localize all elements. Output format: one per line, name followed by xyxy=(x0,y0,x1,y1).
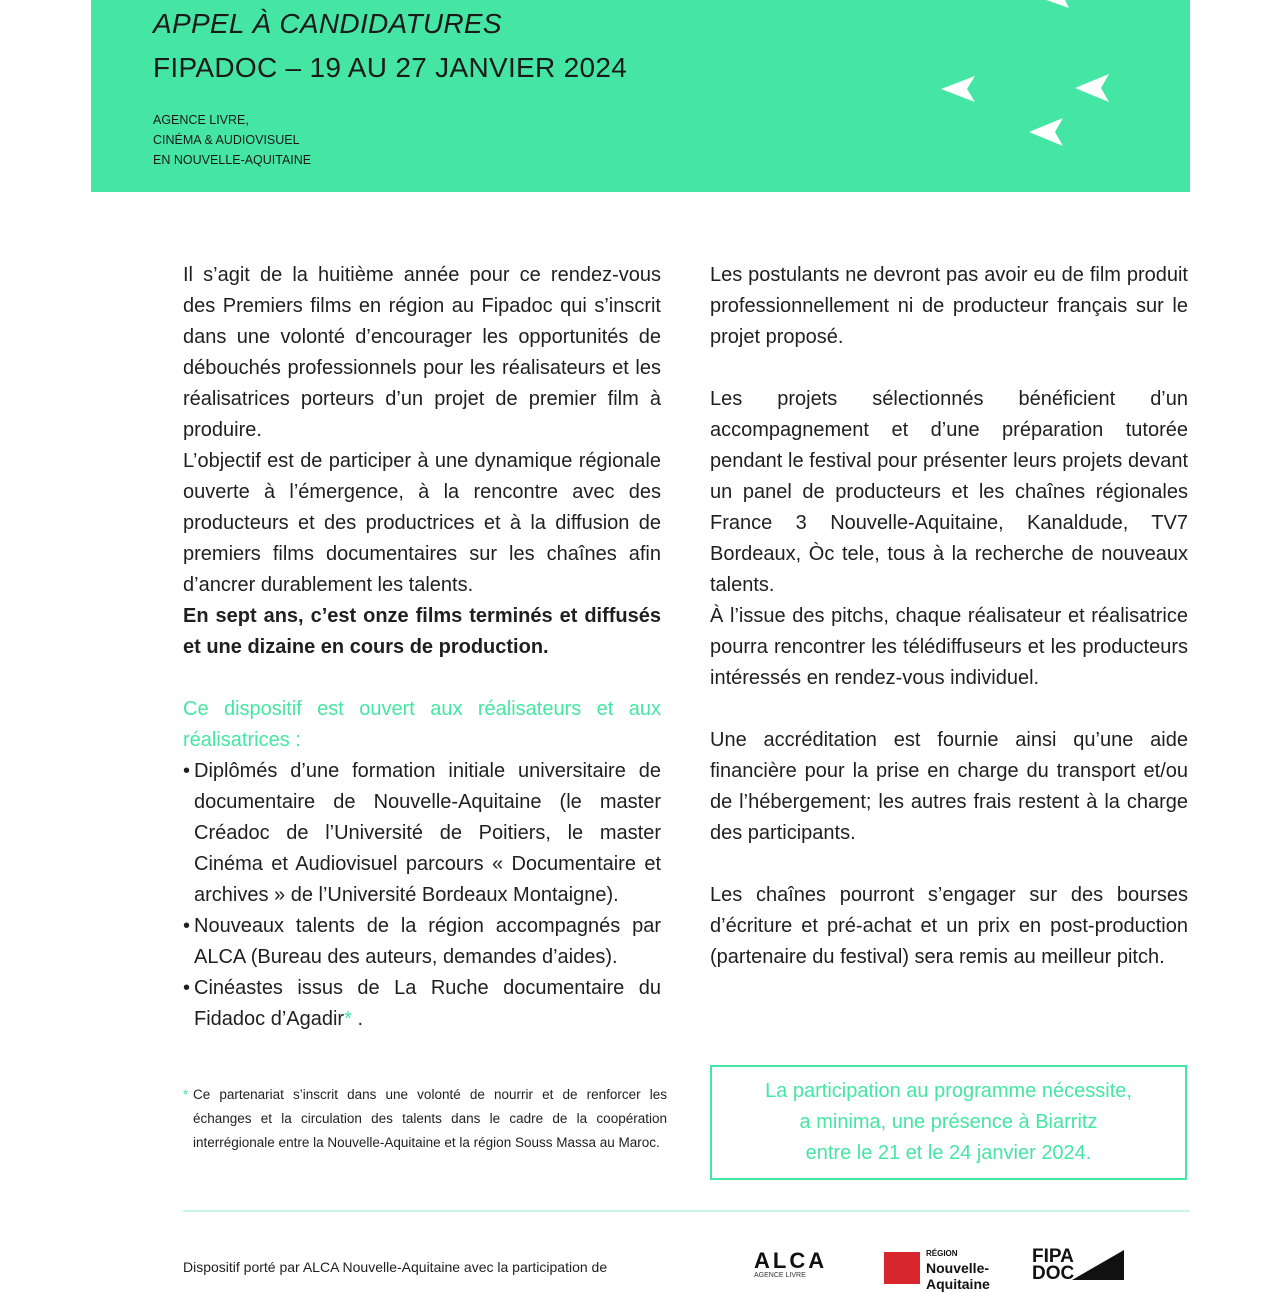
region-logo-text xyxy=(926,1248,990,1292)
banner-title: APPEL À CANDIDATURES xyxy=(153,8,502,39)
right-column xyxy=(710,260,1188,973)
header-banner xyxy=(91,0,1190,192)
fipadoc-logo-line1: FIPA xyxy=(1032,1246,1074,1267)
chevron-left-icon xyxy=(1029,118,1063,146)
chevron-left-icon xyxy=(1075,74,1109,102)
list-item xyxy=(183,911,661,973)
callout-line: La participation au programme nécessite, xyxy=(765,1080,1132,1102)
attendance-callout xyxy=(710,1065,1187,1180)
region-emblem-icon xyxy=(884,1252,920,1284)
region-logo-name-2: Aquitaine xyxy=(926,1276,990,1292)
alca-logo: ALCA xyxy=(754,1248,828,1273)
list-item-end: . xyxy=(351,1008,364,1030)
list-item xyxy=(183,756,661,911)
callout-line: entre le 21 et le 24 janvier 2024. xyxy=(805,1142,1092,1164)
accreditation-paragraph: Une accréditation est fournie ainsi qu’une aide financière pour la prise en charge du transport et/ou de l’hébergement; les autres frais restent à la charge des participants. xyxy=(710,729,1188,844)
fipadoc-triangle-icon xyxy=(1072,1250,1124,1280)
divider xyxy=(183,1210,1190,1212)
fipadoc-logo-line2: DOC xyxy=(1032,1263,1075,1284)
left-column xyxy=(183,260,661,1035)
callout-line: a minima, une présence à Biarritz xyxy=(799,1111,1098,1133)
chevron-left-icon xyxy=(1035,0,1069,8)
bullet-icon: • xyxy=(183,760,191,782)
footnote-text: Ce partenariat s’inscrit dans une volonté de nourrir et de renforcer les échanges et la circulation des talents dans le cadre de la coopération interrégionale entre la Nouvelle-Aquitaine et la région Souss Massa au Maroc. xyxy=(193,1087,667,1150)
region-logo-name: Nouvelle- xyxy=(926,1260,990,1276)
banner-subtitle: FIPADOC – 19 AU 27 JANVIER 2024 xyxy=(153,52,628,83)
list-item xyxy=(183,973,661,1035)
eligibility-heading: Ce dispositif est ouvert aux réalisateurs et aux réalisatrices : xyxy=(183,698,661,751)
footnote-marker: * xyxy=(344,1008,352,1030)
grants-paragraph: Les chaînes pourront s’engager sur des bourses d’écriture et pré-achat et un prix en post-production (partenaire du festival) sera remis au meilleur pitch. xyxy=(710,884,1188,968)
intro-paragraph: Il s’agit de la huitième année pour ce rendez-vous des Premiers films en région au Fipadoc qui s’inscrit dans une volonté d’encourager les opportunités de débouchés professionnels pour les réalisateurs et les réalisatrices porteurs d’un projet de premier film à produire. xyxy=(183,264,661,441)
results-highlight: En sept ans, c’est onze films terminés et diffusés et une dizaine en cours de production. xyxy=(183,605,661,658)
support-paragraph: Les projets sélectionnés bénéficient d’un accompagnement et d’une préparation tutorée pendant le festival pour présenter leurs projets devant un panel de producteurs et les chaînes régionales France 3 Nouvelle-Aquitaine, Kanaldude, TV7 Bordeaux, Òc tele, tous à la recherche de nouveaux talents. xyxy=(710,388,1188,596)
list-item-text: Cinéastes issus de La Ruche documentaire du Fidadoc d’Agadir xyxy=(194,977,661,1030)
list-item-text: Nouveaux talents de la région accompagnés par ALCA (Bureau des auteurs, demandes d’aides). xyxy=(194,915,661,968)
banner-chevron-decorations xyxy=(91,0,1190,192)
list-item-text: Diplômés d’une formation initiale universitaire de documentaire de Nouvelle-Aquitaine (le master Créadoc de l’Université de Poitiers, le master Cinéma et Audiovisuel parcours « Documentaire et archives » de l’Université Bordeaux Montaigne). xyxy=(194,760,661,906)
footnote-marker: * xyxy=(183,1087,189,1102)
alca-logo-subtitle: AGENCE LIVRE xyxy=(754,1272,806,1279)
eligibility-conditions: Les postulants ne devront pas avoir eu de film produit professionnellement ni de producteur français sur le projet proposé. xyxy=(710,264,1188,348)
region-logo xyxy=(884,1248,992,1292)
pitch-paragraph: À l’issue des pitchs, chaque réalisateur et réalisatrice pourra rencontrer les télédiffuseurs et les producteurs intéressés en rendez-vous individuel. xyxy=(710,605,1188,689)
bullet-icon: • xyxy=(183,977,191,999)
region-logo-small: RÉGION xyxy=(926,1249,958,1258)
eligibility-list xyxy=(183,756,661,1035)
fipadoc-logo xyxy=(1032,1248,1074,1282)
objective-paragraph: L’objectif est de participer à une dynamique régionale ouverte à l’émergence, à la rencontre avec des producteurs et des productrices et à la diffusion de premiers films documentaires sur les chaînes afin d’ancrer durablement les talents. xyxy=(183,450,661,596)
footnote xyxy=(183,1083,667,1155)
bullet-icon: • xyxy=(183,915,191,937)
banner-agency-name: AGENCE LIVRE, CINÉMA & AUDIOVISUEL EN NOUVELLE-AQUITAINE xyxy=(153,113,312,167)
chevron-left-icon xyxy=(941,76,975,102)
sponsor-text: Dispositif porté par ALCA Nouvelle-Aquitaine avec la participation de xyxy=(183,1259,608,1275)
